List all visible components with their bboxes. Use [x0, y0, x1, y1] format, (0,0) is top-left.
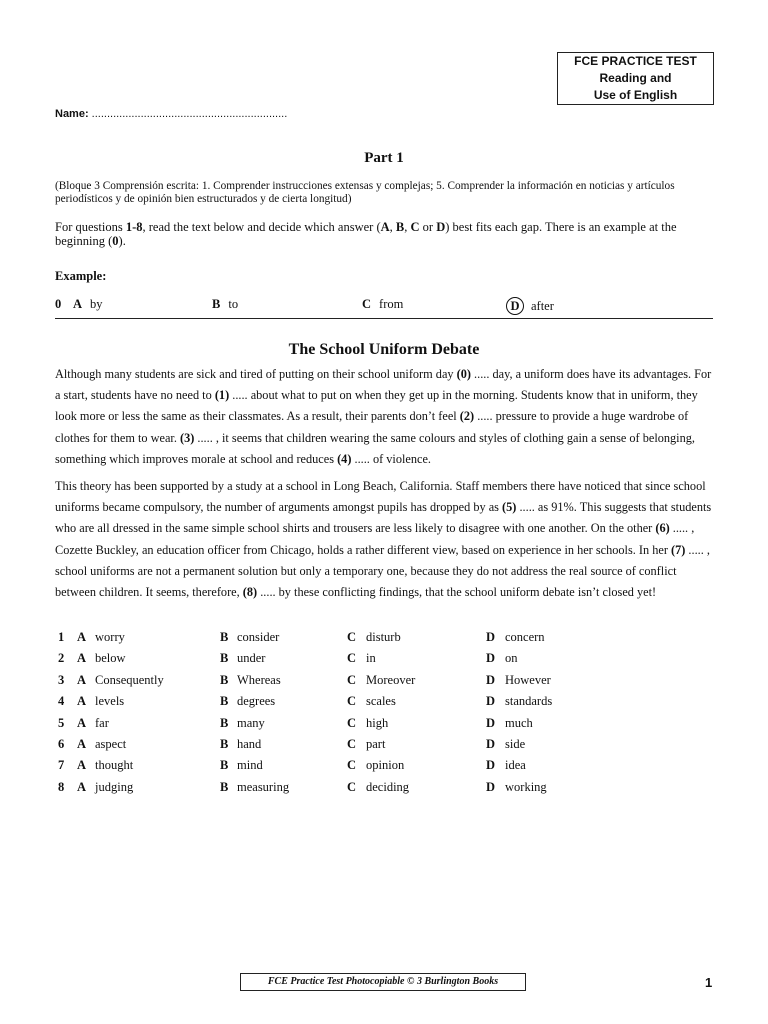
question-row: 8 A judging B measuring C deciding D working	[58, 779, 547, 794]
question-row: 2 A below B under C in D on	[58, 651, 518, 666]
example-option-d: D after	[508, 297, 554, 315]
test-title-line2: Reading and	[599, 71, 672, 85]
bloque-note: (Bloque 3 Comprensión escrita: 1. Comprender instrucciones extensas y complejas; 5. Comprender la información en noticias y artículos periodísticos y de opinión bien estructurados y de cierta longitud)	[55, 180, 675, 205]
footer	[240, 973, 526, 991]
footer-text: FCE Practice Test Photocopiable ©	[267, 976, 415, 987]
question-row: 5 A far B many C high D much	[58, 715, 533, 730]
footer-number: 3	[416, 976, 422, 987]
answer-options	[55, 630, 655, 801]
name-dots: ................................................................	[88, 108, 288, 120]
test-title-line3: Use of English	[593, 88, 678, 102]
example-option-a: A by	[73, 297, 103, 311]
test-title-line1: FCE PRACTICE TEST	[574, 54, 697, 68]
paragraph-2: This theory has been supported by a study at a school in Long Beach, California. Staff members there have noticed that since school uniforms became compulsory, the number of arguments amongst pupils has dropped by as (5) ..... as 91%. This suggests that students who are all dressed in the same simple school shirts and trousers are less likely to disagree with one another. On the other (6) ..... , Cozette Buckley, an education officer from Chicago, holds a rather different view, based on experience in her schools. In her (7) ..... , school uniforms are not a permanent solution but only a temporary one, because they do not address the real source of conflict between children. It seems, therefore, (8) ..... by these conflicting findings, that the school uniform debate isn’t closed yet!	[55, 479, 712, 600]
instructions: For questions 1-8, read the text below and decide which answer (A, B, C or D) best fits each gap. There is an example at the beginning (0).	[55, 220, 677, 248]
question-row: 6 A aspect B hand C part D side	[58, 736, 526, 751]
article-title: The School Uniform Debate	[288, 341, 480, 358]
circled-answer-icon: D	[506, 297, 524, 315]
divider	[55, 318, 713, 319]
name-label: Name:	[55, 108, 89, 120]
footer-publisher: Burlington Books	[424, 976, 499, 987]
example-number: 0	[55, 297, 62, 311]
test-title-box	[557, 52, 714, 105]
paragraph-1: Although many students are sick and tired of putting on their school uniform day (0) ..... day, a uniform does have its advantages. For a start, students have no need to (1) ..... about what to put on when they get up in the morning. Students know that in uniform, they look more or less the same as their classmates. As a result, their parents don’t feel (2) ..... pressure to provide a huge wardrobe of clothes for them to wear. (3) ..... , it seems that children wearing the same colours and styles of clothing gain a sense of belonging, something which improves morale at school and reduces (4) ..... of violence.	[55, 367, 712, 466]
example-label: Example:	[55, 269, 107, 283]
example-option-c: C from	[362, 297, 404, 311]
part-title: Part 1	[364, 150, 404, 166]
question-row: 7 A thought B mind C opinion D idea	[58, 758, 526, 773]
question-row: 4 A levels B degrees C scales D standards	[58, 694, 553, 709]
page-number: 1	[705, 975, 713, 990]
name-field[interactable]	[55, 108, 287, 120]
question-row: 3 A Consequently B Whereas C Moreover D However	[58, 672, 551, 687]
question-row: 1 A worry B consider C disturb D concern	[58, 630, 545, 644]
example-option-b: B to	[212, 297, 239, 311]
